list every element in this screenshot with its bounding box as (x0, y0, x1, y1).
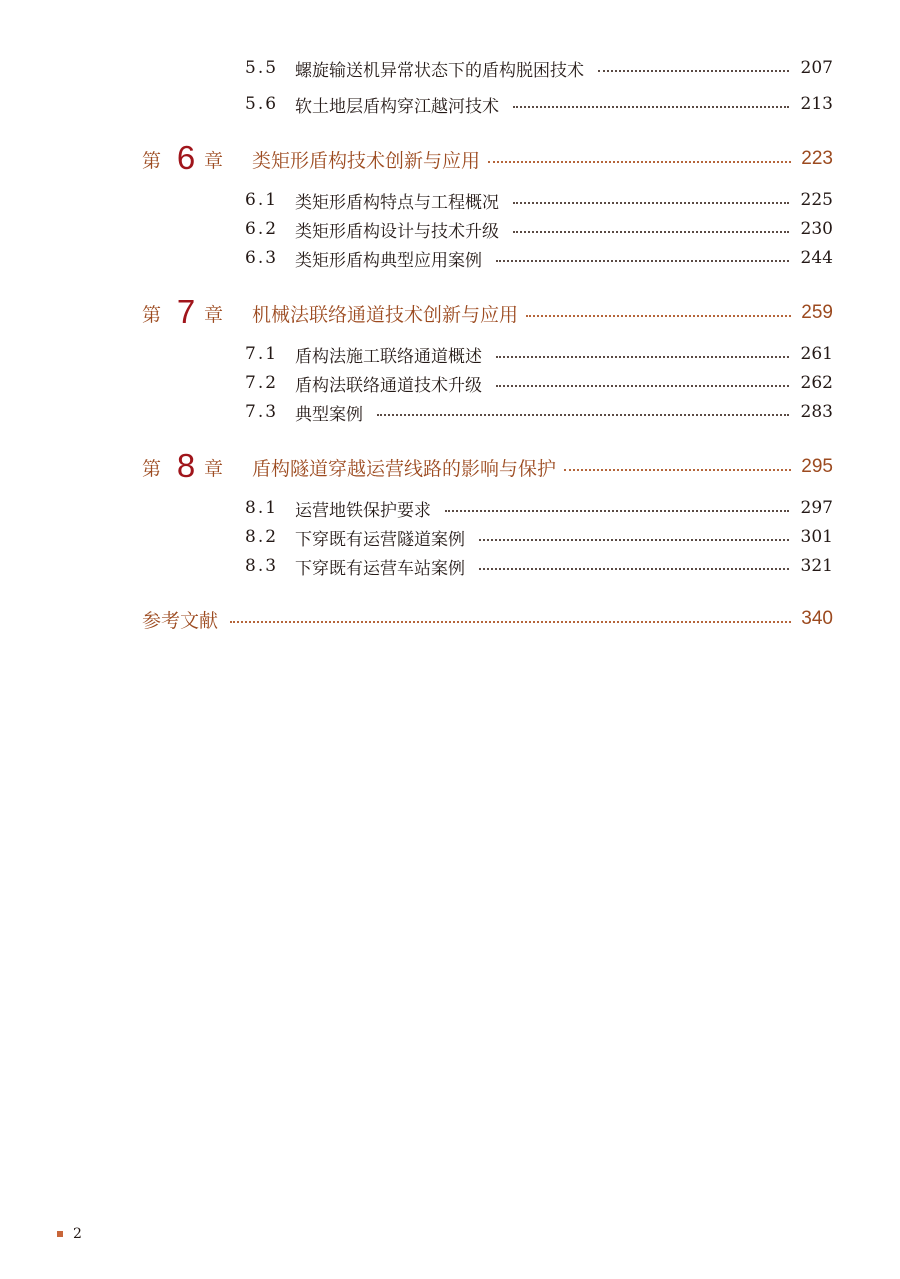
toc-section-7-3[interactable] (245, 398, 833, 426)
toc-section-5-5[interactable] (245, 54, 833, 82)
toc-section-8-2[interactable] (245, 523, 833, 551)
chapter-title: 机械法联络通道技术创新与应用 (252, 303, 519, 326)
section-number: 5.6 (245, 94, 279, 114)
section-page: 321 (800, 556, 833, 576)
leader-dots (445, 510, 789, 512)
chapter-prefix: 第 (142, 303, 162, 326)
section-title: 软土地层盾构穿江越河技术 (295, 96, 499, 117)
section-title: 典型案例 (295, 404, 363, 425)
section-title: 盾构法施工联络通道概述 (295, 346, 482, 367)
section-number: 5.5 (245, 58, 279, 78)
leader-dots (479, 539, 789, 541)
chapter-suffix: 章 (204, 303, 224, 326)
toc-section-6-2[interactable] (245, 215, 833, 243)
chapter-suffix: 章 (204, 457, 224, 480)
section-number: 8.3 (245, 556, 279, 576)
section-number: 7.3 (245, 402, 279, 422)
toc-section-8-1[interactable] (245, 494, 833, 522)
chapter-prefix: 第 (142, 457, 162, 480)
leader-dots (496, 385, 789, 387)
section-title: 螺旋输送机异常状态下的盾构脱困技术 (295, 60, 584, 81)
section-page: 207 (800, 58, 833, 78)
toc-section-5-6[interactable] (245, 90, 833, 118)
page-number: 2 (73, 1226, 82, 1242)
section-page: 225 (800, 190, 833, 210)
leader-dots (513, 231, 789, 233)
section-page: 301 (800, 527, 833, 547)
leader-dots (513, 202, 789, 204)
section-number: 6.2 (245, 219, 279, 239)
toc-section-7-2[interactable] (245, 369, 833, 397)
leader-dots (513, 106, 789, 108)
leader-dots (496, 260, 789, 262)
section-page: 244 (800, 248, 833, 268)
section-page: 261 (800, 344, 833, 364)
chapter-page: 223 (801, 148, 833, 169)
chapter-prefix: 第 (142, 149, 162, 172)
square-bullet-icon (57, 1231, 63, 1237)
section-number: 8.2 (245, 527, 279, 547)
toc-references[interactable] (142, 601, 833, 637)
toc-chapter-7[interactable] (142, 293, 833, 333)
chapter-number: 6 (176, 139, 196, 176)
leader-dots (526, 315, 791, 317)
section-title: 盾构法联络通道技术升级 (295, 375, 482, 396)
leader-dots (377, 414, 789, 416)
chapter-page: 259 (801, 302, 833, 323)
section-page: 230 (800, 219, 833, 239)
chapter-suffix: 章 (204, 149, 224, 172)
section-page: 297 (800, 498, 833, 518)
chapter-number: 7 (176, 293, 196, 330)
toc-chapter-8[interactable] (142, 447, 833, 487)
toc-chapter-6[interactable] (142, 139, 833, 179)
section-number: 7.2 (245, 373, 279, 393)
leader-dots (598, 70, 789, 72)
section-title: 下穿既有运营车站案例 (295, 558, 465, 579)
section-page: 283 (800, 402, 833, 422)
references-title: 参考文献 (142, 609, 219, 632)
leader-dots (564, 469, 791, 471)
section-number: 6.3 (245, 248, 279, 268)
toc-section-8-3[interactable] (245, 552, 833, 580)
page-footer (57, 1224, 82, 1244)
toc-section-6-3[interactable] (245, 244, 833, 272)
section-number: 6.1 (245, 190, 279, 210)
toc-section-7-1[interactable] (245, 340, 833, 368)
section-title: 类矩形盾构特点与工程概况 (295, 192, 499, 213)
leader-dots (496, 356, 789, 358)
chapter-page: 295 (801, 456, 833, 477)
section-number: 8.1 (245, 498, 279, 518)
section-title: 类矩形盾构典型应用案例 (295, 250, 482, 271)
chapter-number: 8 (176, 447, 196, 484)
references-page: 340 (801, 608, 833, 629)
leader-dots (479, 568, 789, 570)
leader-dots (230, 621, 791, 623)
chapter-title: 盾构隧道穿越运营线路的影响与保护 (252, 457, 557, 480)
section-number: 7.1 (245, 344, 279, 364)
leader-dots (488, 161, 791, 163)
section-page: 262 (800, 373, 833, 393)
section-title: 下穿既有运营隧道案例 (295, 529, 465, 550)
section-title: 运营地铁保护要求 (295, 500, 431, 521)
toc-section-6-1[interactable] (245, 186, 833, 214)
chapter-title: 类矩形盾构技术创新与应用 (252, 149, 481, 172)
section-title: 类矩形盾构设计与技术升级 (295, 221, 499, 242)
section-page: 213 (800, 94, 833, 114)
